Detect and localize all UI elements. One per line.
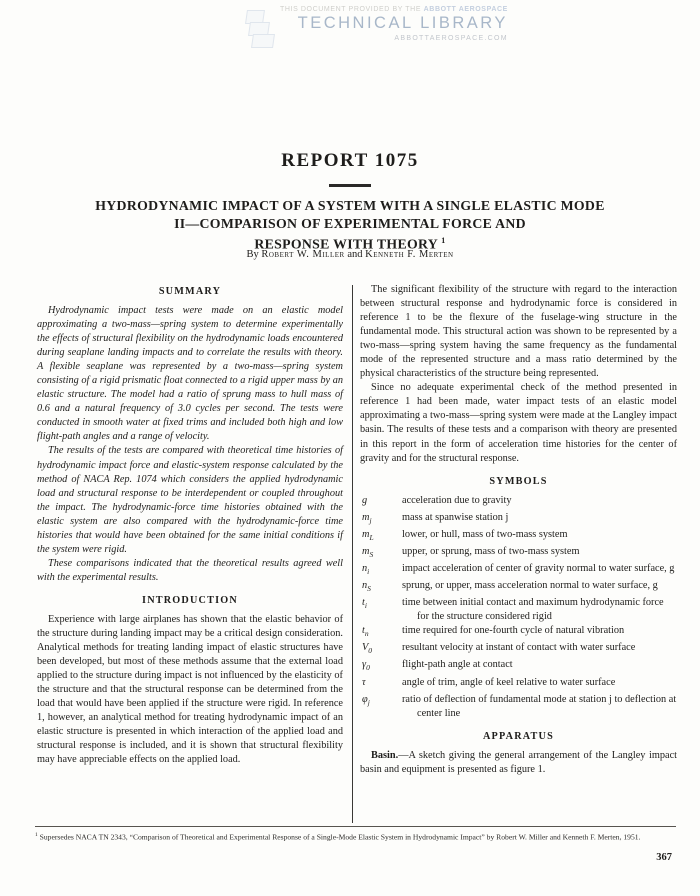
- author-2: Kenneth F. Merten: [365, 249, 454, 260]
- symbol-definition: time required for one-fourth cycle of natural vibration: [402, 625, 625, 637]
- watermark-provided-text: THIS DOCUMENT PROVIDED BY THE: [280, 6, 422, 13]
- watermark-brand-text: ABBOTT AEROSPACE: [423, 6, 508, 13]
- symbol-row: [360, 528, 677, 545]
- symbol-row: [360, 562, 677, 579]
- symbol: $V_0$: [362, 642, 373, 656]
- symbol: $n_i$: [362, 562, 370, 577]
- symbol-definition: mass at spanwise station j: [402, 511, 509, 523]
- body-columns: [37, 283, 677, 823]
- symbol-row: [360, 693, 677, 721]
- column-divider-rule: [352, 285, 353, 823]
- symbol-definition: flight-path angle at contact: [402, 659, 513, 671]
- apparatus-text: —A sketch giving the general arrangement of the Langley impact basin and equipment is presented as figure 1.: [360, 749, 677, 775]
- byline: [0, 249, 700, 260]
- right-paragraph-2: Since no adequate experimental check of the method presented in reference 1 had been made, water impact tests of an elastic model approximating a two-mass—spring system were made at the Langley impact basin. The results of these tests and a comparison with theory are presented in this report in the form of acceleration time histories for the center of gravity and for the structural response.: [360, 382, 677, 464]
- symbol: $m_j$: [362, 511, 372, 525]
- symbol-definition: time between initial contact and maximum hydrodynamic force for the structure considered rigid: [402, 597, 664, 623]
- symbol-row: [360, 676, 677, 693]
- watermark-url-text: ABBOTTAEROSPACE.COM: [394, 35, 508, 42]
- symbol-row: [360, 545, 677, 562]
- symbol-row: [360, 624, 677, 641]
- title-footnote-marker: 1: [441, 236, 446, 245]
- introduction-paragraph-1: Experience with large airplanes has shown that the elastic behavior of the structure during landing impact may be a critical design consideration. Analytical methods for treating landing impact of elastic structures have been developed, but most of these methods assume that the external load applied to the structure during impact is not influenced by the elasticity of the structure and that the structural response can be determined from the load that would have been applied if the structure were rigid. In reference 1, however, an analytical method for treating hydrodynamic impact of an elastic structure is presented in which interaction of the applied load and structural response is included, and it is shown that structural flexibility may have appreciable effects on the applied load.: [37, 613, 343, 766]
- symbols-heading: SYMBOLS: [489, 475, 548, 487]
- symbol-definition: lower, or hull, mass of two-mass system: [402, 528, 568, 540]
- right-column: [360, 283, 677, 823]
- watermark: [244, 6, 508, 48]
- title-line-2: II—COMPARISON OF EXPERIMENTAL FORCE AND: [174, 215, 526, 231]
- abbott-aerospace-logo-icon: [244, 6, 274, 48]
- right-paragraph-1: The significant flexibility of the structure with regard to the interaction between structural response and hydrodynamic force is considered in reference 1 to be the flexure of the fuselage-wing structure in the fundamental mode. This structural action was shown to be represented by a two-mass—spring system having the same frequency as the fundamental mode of the represented structure and a mass ratio determined by the physical characteristics of the structure being represented.: [360, 284, 677, 380]
- document-title: [40, 197, 660, 253]
- symbol-row: [360, 494, 677, 511]
- symbol: $m_S$: [362, 545, 374, 559]
- footnote-text: Supersedes NACA TN 2343, “Comparison of Theoretical and Experimental Response of a Single-Mode Elastic System in Hydrodynamic Impact” by Robert W. Miller and Kenneth F. Merten, 1951.: [37, 832, 641, 842]
- page-number: 367: [656, 852, 672, 863]
- symbol: g: [362, 494, 368, 506]
- summary-heading: SUMMARY: [158, 286, 222, 297]
- symbol: $m_L$: [362, 528, 374, 542]
- apparatus-heading: APPARATUS: [483, 730, 554, 742]
- symbol-row: [360, 579, 677, 596]
- author-1: Robert W. Miller: [261, 249, 345, 260]
- symbol-row: [360, 641, 677, 658]
- title-line-1: HYDRODYNAMIC IMPACT OF A SYSTEM WITH A SINGLE ELASTIC MODE: [95, 198, 605, 213]
- apparatus-lead: Basin.: [371, 749, 399, 761]
- symbol-row: [360, 596, 677, 624]
- left-column: [37, 283, 343, 823]
- byline-prefix: By: [246, 249, 259, 260]
- symbol-definition: resultant velocity at instant of contact with water surface: [402, 642, 636, 654]
- watermark-library-text: TECHNICAL LIBRARY: [297, 14, 508, 32]
- apparatus-paragraph: [360, 749, 677, 777]
- footnote-marker: 1: [35, 832, 38, 838]
- symbol-definition: impact acceleration of center of gravity normal to water surface, g: [402, 562, 675, 574]
- symbol: $t_n$: [362, 625, 369, 639]
- symbol-definition: sprung, or upper, mass acceleration normal to water surface, g: [402, 580, 658, 592]
- report-number: REPORT 1075: [281, 150, 419, 171]
- title-divider-rule: [329, 184, 371, 187]
- byline-connector: and: [347, 249, 363, 260]
- symbol-definition: ratio of deflection of fundamental mode at station j to deflection at center line: [402, 693, 677, 719]
- summary-paragraph-2: The results of the tests are compared with theoretical time histories of hydrodynamic impact force and elastic-system response calculated by the method of NACA Rep. 1074 which considers the applied hydrodynamic load and structural response to be interdependent or coupled throughout the impact. The hydrodynamic-force time histories obtained with the elastic system are also compared with the hydrodynamic-force time histories that would have been obtained for the same initial conditions if the system were rigid.: [37, 445, 343, 555]
- summary-paragraph-1: Hydrodynamic impact tests were made on an elastic model approximating a two-mass—spring system to determine experimentally the effects of structural flexibility on the hydrodynamic loads encountered during seaplane landing impacts and to correlate the results with theory. A flexible seaplane was represented by a two-mass—spring system consisting of a rigid prismatic float connected to a rigid upper mass by an elastic structure. The model had a ratio of sprung mass to hull mass of 0.6 and a natural frequency of 3.0 cycles per second. The tests were conducted in smooth water at fixed trims and included both high and low flight-path angles and a range of velocity.: [37, 305, 343, 443]
- footnote: [35, 831, 676, 842]
- symbol-definition: upper, or sprung, mass of two-mass system: [402, 545, 580, 557]
- watermark-provided-line: [280, 6, 508, 13]
- symbol: $\varphi_j$: [362, 693, 370, 707]
- symbol-row: [360, 658, 677, 675]
- summary-paragraph-3: These comparisons indicated that the theoretical results agreed well with the experimental results.: [37, 557, 343, 583]
- symbol: $\gamma_0$: [362, 659, 370, 673]
- symbol-definition: angle of trim, angle of keel relative to water surface: [402, 676, 616, 688]
- title-line-3: RESPONSE WITH THEORY: [254, 236, 438, 252]
- symbol: $t_i$: [362, 597, 367, 611]
- symbol-row: [360, 511, 677, 528]
- introduction-heading: INTRODUCTION: [142, 594, 238, 606]
- symbol: τ: [362, 676, 366, 688]
- symbol-definition: acceleration due to gravity: [402, 494, 512, 506]
- watermark-text: [280, 6, 508, 42]
- symbols-list: [360, 494, 677, 721]
- summary-section: [37, 304, 343, 585]
- symbol: $n_S$: [362, 580, 371, 594]
- footnote-rule: [35, 826, 676, 827]
